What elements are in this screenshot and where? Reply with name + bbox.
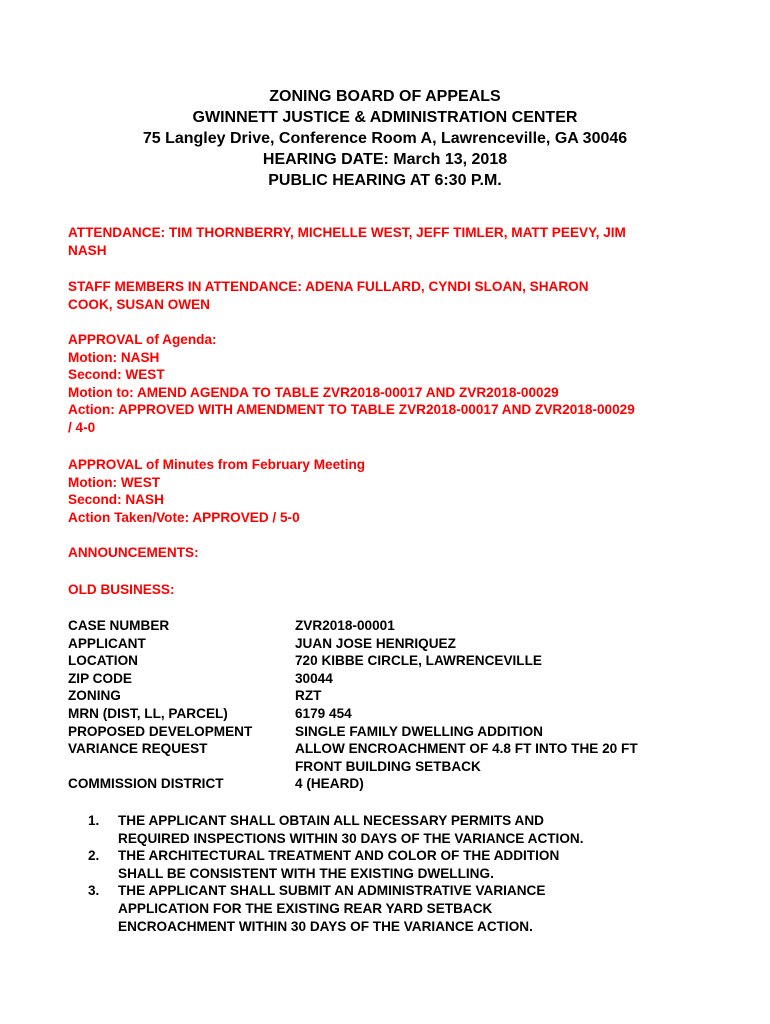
- header-hearing-time: PUBLIC HEARING AT 6:30 P.M.: [268, 172, 502, 189]
- case-row: [68, 740, 708, 775]
- agenda-second: Second: WEST: [68, 367, 165, 383]
- case-row: [68, 635, 708, 653]
- agenda-motion-to: Motion to: AMEND AGENDA TO TABLE ZVR2018-00017 AND ZVR2018-00029: [68, 384, 559, 400]
- case-row: [68, 723, 708, 741]
- agenda-motion: Motion: NASH: [68, 349, 160, 365]
- condition-text: THE APPLICANT SHALL SUBMIT AN ADMINISTRATIVE VARIANCE APPLICATION FOR THE EXISTING REAR YARD SETBACK ENCROACHMENT WITHIN 30 DAYS OF THE VARIANCE ACTION.: [118, 883, 546, 934]
- announcements-title: ANNOUNCEMENTS:: [68, 545, 199, 560]
- condition-item: [88, 812, 708, 847]
- case-row: [68, 687, 708, 705]
- case-row: [68, 775, 708, 793]
- case-value: 6179 454: [295, 705, 352, 721]
- case-label: APPLICANT: [68, 635, 146, 651]
- case-value: 720 KIBBE CIRCLE, LAWRENCEVILLE: [295, 653, 542, 669]
- header-hearing-date: HEARING DATE: March 13, 2018: [262, 151, 508, 168]
- case-row: [68, 617, 708, 635]
- minutes-second: Second: NASH: [68, 492, 164, 508]
- case-label: COMMISSION DISTRICT: [68, 776, 224, 792]
- agenda-action-vote: / 4-0: [68, 419, 96, 435]
- attendance-section: [68, 224, 708, 259]
- minutes-title: APPROVAL of Minutes from February Meeting: [68, 457, 366, 472]
- case-value: RZT: [295, 688, 322, 704]
- case-details: [68, 617, 708, 793]
- attendance-line: NASH: [68, 242, 107, 258]
- agenda-title: APPROVAL of Agenda:: [68, 332, 217, 347]
- announcements-section: [68, 544, 708, 562]
- agenda-action: Action: APPROVED WITH AMENDMENT TO TABLE ZVR2018-00017 AND ZVR2018-00029: [68, 402, 635, 418]
- minutes-motion: Motion: WEST: [68, 474, 161, 490]
- case-label: VARIANCE REQUEST: [68, 741, 208, 757]
- minutes-approval-section: [68, 456, 708, 526]
- case-label: LOCATION: [68, 653, 138, 669]
- header-venue: GWINNETT JUSTICE & ADMINISTRATION CENTER: [192, 109, 578, 126]
- old-business-title: OLD BUSINESS:: [68, 582, 175, 597]
- header-address: 75 Langley Drive, Conference Room A, Lawrenceville, GA 30046: [142, 130, 628, 147]
- condition-text: THE ARCHITECTURAL TREATMENT AND COLOR OF THE ADDITION SHALL BE CONSISTENT WITH THE EXISTING DWELLING.: [118, 848, 560, 881]
- document-header: [0, 86, 770, 191]
- case-row: [68, 652, 708, 670]
- staff-section: [68, 278, 708, 313]
- staff-line: STAFF MEMBERS IN ATTENDANCE: ADENA FULLARD, CYNDI SLOAN, SHARON: [68, 279, 589, 294]
- case-value: SINGLE FAMILY DWELLING ADDITION: [295, 723, 543, 739]
- conditions-list: [88, 812, 708, 935]
- header-title: ZONING BOARD OF APPEALS: [269, 88, 501, 105]
- case-value: JUAN JOSE HENRIQUEZ: [295, 635, 456, 651]
- condition-text: THE APPLICANT SHALL OBTAIN ALL NECESSARY PERMITS AND REQUIRED INSPECTIONS WITHIN 30 DAYS OF THE VARIANCE ACTION.: [118, 813, 584, 846]
- condition-number: 1.: [88, 813, 100, 828]
- attendance-line: ATTENDANCE: TIM THORNBERRY, MICHELLE WEST, JEFF TIMLER, MATT PEEVY, JIM: [68, 225, 626, 240]
- case-value: ZVR2018-00001: [295, 618, 395, 633]
- agenda-approval-section: [68, 331, 708, 437]
- condition-number: 2.: [88, 848, 100, 864]
- condition-item: [88, 847, 708, 882]
- case-value: 30044: [295, 670, 333, 686]
- case-label: PROPOSED DEVELOPMENT: [68, 723, 253, 739]
- staff-line: COOK, SUSAN OWEN: [68, 296, 210, 312]
- case-label: ZONING: [68, 688, 121, 704]
- case-value: ALLOW ENCROACHMENT OF 4.8 FT INTO THE 20 FT FRONT BUILDING SETBACK: [295, 741, 638, 774]
- case-row: [68, 705, 708, 723]
- condition-number: 3.: [88, 883, 100, 899]
- case-label: ZIP CODE: [68, 670, 132, 686]
- condition-item: [88, 882, 708, 935]
- case-row: [68, 670, 708, 688]
- case-label: CASE NUMBER: [68, 618, 170, 633]
- case-label: MRN (DIST, LL, PARCEL): [68, 705, 228, 721]
- old-business-section: [68, 581, 708, 599]
- case-value: 4 (HEARD): [295, 776, 364, 792]
- minutes-action: Action Taken/Vote: APPROVED / 5-0: [68, 509, 300, 525]
